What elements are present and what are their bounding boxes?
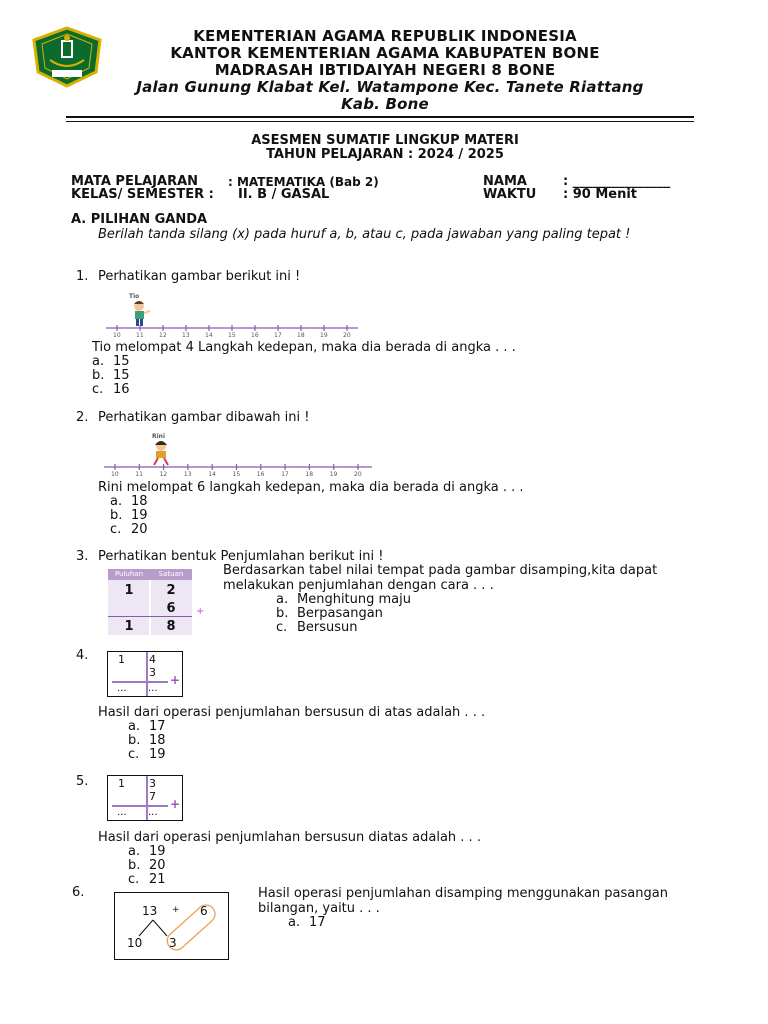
q1-number-line <box>104 290 360 338</box>
q5-option <box>128 859 166 873</box>
q6-pairing-diagram <box>114 892 229 960</box>
q2-number: 2. <box>76 410 89 425</box>
q1-option <box>92 369 130 383</box>
q6-number: 6. <box>72 885 85 900</box>
q3-option-letter: b. <box>276 606 289 621</box>
q3-r2-ones: 6 <box>166 601 176 616</box>
header-office: KANTOR KEMENTERIAN AGAMA KABUPATEN BONE <box>170 44 600 62</box>
q2-option-letter: c. <box>110 522 122 537</box>
q5-option-letter: a. <box>128 844 141 859</box>
q1-option <box>92 383 130 397</box>
header-divider-thin <box>66 121 694 122</box>
name-field: : _______________ <box>563 174 671 189</box>
q3-option-value: Berpasangan <box>297 606 383 621</box>
q1-tick-label: 17 <box>274 332 282 338</box>
q6-text-line2: bilangan, yaitu . . . <box>258 901 380 916</box>
q2-option <box>110 523 148 537</box>
q1-tick-label: 11 <box>136 332 144 338</box>
q1-options <box>92 355 130 397</box>
q6-option-letter: a. <box>288 915 301 930</box>
q3-r3-ones: 8 <box>166 619 176 634</box>
class-value: II. B / GASAL <box>238 187 330 202</box>
q2-tick-label: 14 <box>208 471 216 476</box>
q3-option-letter: c. <box>276 620 288 635</box>
q2-tick-label: 12 <box>159 471 168 476</box>
q4-question: Hasil dari operasi penjumlahan bersusun di atas adalah . . . <box>98 705 486 720</box>
q2-tick-label: 10 <box>111 471 119 476</box>
q5-digit-tens: 1 <box>118 777 125 790</box>
q5-digit-ones: 3 <box>149 777 156 790</box>
q3-option <box>276 607 411 621</box>
q2-tick-label: 13 <box>183 471 192 476</box>
q2-tick-label: 20 <box>354 471 362 476</box>
q5-options <box>128 845 166 887</box>
q1-number: 1. <box>76 269 89 284</box>
q3-number: 3. <box>76 549 89 564</box>
q4-option-letter: c. <box>128 747 140 762</box>
q1-tick-label: 15 <box>228 332 236 338</box>
q3-r1-ones: 2 <box>166 583 176 598</box>
q5-blank-ones: ... <box>148 807 158 818</box>
q3-place-value-table <box>108 569 192 635</box>
header-address: Jalan Gunung Klabat Kel. Watampone Kec. Tanete Riattang <box>136 78 644 96</box>
q5-digit-addend: 7 <box>149 790 156 803</box>
q1-tick-label: 13 <box>182 332 190 338</box>
q1-tick-label: 18 <box>297 332 305 338</box>
q2-tick-label: 17 <box>281 471 289 476</box>
name-label: NAMA <box>483 174 527 189</box>
q6-number-6: 6 <box>200 904 208 918</box>
q3-header-tens: Puluhan <box>114 570 144 578</box>
time-label: WAKTU <box>483 187 537 202</box>
q4-blank-tens: ... <box>117 683 127 694</box>
subject-value: : MATEMATIKA (Bab 2) <box>228 175 379 189</box>
q1-option-letter: b. <box>92 368 105 383</box>
q6-number-3: 3 <box>169 936 177 950</box>
q5-plus-sign: + <box>170 797 181 811</box>
q1-tick-label: 16 <box>251 332 259 338</box>
q2-tick-label: 19 <box>329 471 338 476</box>
q5-option <box>128 873 166 887</box>
subject-label: MATA PELAJARAN <box>71 174 199 189</box>
q2-option-letter: a. <box>110 494 123 509</box>
q3-r1-tens: 1 <box>124 583 134 598</box>
q2-prompt: Perhatikan gambar dibawah ini ! <box>98 410 310 425</box>
q6-number-13: 13 <box>142 904 158 918</box>
q3-prompt: Perhatikan bentuk Penjumlahan berikut ini ! <box>98 549 384 564</box>
class-label: KELAS/ SEMESTER : <box>71 187 214 202</box>
q5-stacked-sum <box>107 775 183 821</box>
q4-options <box>128 720 166 762</box>
q1-option <box>92 355 130 369</box>
q6-options <box>288 916 326 930</box>
q6-plus: + <box>172 905 180 915</box>
q5-question: Hasil dari operasi penjumlahan bersusun diatas adalah . . . <box>98 830 481 845</box>
q5-option <box>128 845 166 859</box>
q5-option-value: 21 <box>149 872 166 887</box>
q2-option <box>110 495 148 509</box>
q1-tick-label: 12 <box>159 332 167 338</box>
q3-plus-sign: + <box>196 606 205 617</box>
q2-rini-figure <box>154 441 168 465</box>
q4-plus-sign: + <box>170 673 181 687</box>
q3-r3-tens: 1 <box>124 619 134 634</box>
q2-option-value: 20 <box>131 522 148 537</box>
q6-option-value: 17 <box>309 915 326 930</box>
time-value: : 90 Menit <box>563 187 638 202</box>
q4-option-value: 17 <box>149 719 166 734</box>
q2-options <box>110 495 148 537</box>
q2-option <box>110 509 148 523</box>
q1-tio-figure <box>134 301 150 326</box>
q1-option-value: 15 <box>113 368 130 383</box>
q1-tio-label: Tio <box>129 293 140 300</box>
q1-tick-label: 20 <box>343 332 351 338</box>
q3-option-value: Menghitung maju <box>297 592 411 607</box>
q1-question: Tio melompat 4 Langkah kedepan, maka dia berada di angka . . . <box>92 340 516 355</box>
header-school: MADRASAH IBTIDAIYAH NEGERI 8 BONE <box>214 61 556 79</box>
q3-header-ones: Satuan <box>158 570 184 578</box>
q2-tick-label: 18 <box>305 471 314 476</box>
q3-options <box>276 593 411 635</box>
q4-blank-ones: ... <box>148 683 158 694</box>
header-divider-thick <box>66 116 694 118</box>
q4-number: 4. <box>76 648 89 663</box>
q2-question: Rini melompat 6 langkah kedepan, maka dia berada di angka . . . <box>98 480 524 495</box>
q2-rini-label: Rini <box>152 433 166 440</box>
q4-option-value: 18 <box>149 733 166 748</box>
q2-tick-label: 15 <box>232 471 241 476</box>
q3-option-letter: a. <box>276 592 289 607</box>
header-city: Kab. Bone <box>341 95 429 113</box>
q5-blank-tens: ... <box>117 807 127 818</box>
q2-option-value: 18 <box>131 494 148 509</box>
q4-option <box>128 734 166 748</box>
q1-option-letter: a. <box>92 354 105 369</box>
q4-stacked-sum <box>107 651 183 697</box>
q4-option <box>128 720 166 734</box>
q5-option-letter: b. <box>128 858 141 873</box>
q3-text-line1: Berdasarkan tabel nilai tempat pada gambar disamping,kita dapat <box>223 563 658 578</box>
q5-option-value: 19 <box>149 844 166 859</box>
q1-option-value: 16 <box>113 382 130 397</box>
q4-option-value: 19 <box>149 747 166 762</box>
q2-number-line <box>102 430 374 476</box>
section-instruction: Berilah tanda silang (x) pada huruf a, b, atau c, pada jawaban yang paling tepat ! <box>98 227 631 242</box>
q3-text-line2: melakukan penjumlahan dengan cara . . . <box>223 578 494 593</box>
q4-option-letter: a. <box>128 719 141 734</box>
q4-option <box>128 748 166 762</box>
q2-tick-label: 11 <box>135 471 143 476</box>
header-ministry: KEMENTERIAN AGAMA REPUBLIK INDONESIA <box>193 27 577 45</box>
q1-tick-label: 19 <box>320 332 328 338</box>
q4-option-letter: b. <box>128 733 141 748</box>
q3-option-value: Bersusun <box>297 620 358 635</box>
section-title: A. PILIHAN GANDA <box>71 212 208 227</box>
school-year: TAHUN PELAJARAN : 2024 / 2025 <box>266 147 504 162</box>
q2-option-value: 19 <box>131 508 148 523</box>
q6-text-line1: Hasil operasi penjumlahan disamping menggunakan pasangan <box>258 886 668 901</box>
exam-title: ASESMEN SUMATIF LINGKUP MATERI <box>251 133 519 148</box>
q5-number: 5. <box>76 774 89 789</box>
q1-prompt: Perhatikan gambar berikut ini ! <box>98 269 301 284</box>
q2-option-letter: b. <box>110 508 123 523</box>
q3-option <box>276 593 411 607</box>
q1-tick-label: 10 <box>113 332 121 338</box>
q5-option-letter: c. <box>128 872 140 887</box>
q4-digit-ones: 4 <box>149 653 156 666</box>
q1-option-letter: c. <box>92 382 104 397</box>
q1-option-value: 15 <box>113 354 130 369</box>
q6-option <box>288 916 326 930</box>
q4-digit-addend: 3 <box>149 666 156 679</box>
q4-digit-tens: 1 <box>118 653 125 666</box>
q3-option <box>276 621 411 635</box>
q2-tick-label: 16 <box>256 471 265 476</box>
q1-tick-label: 14 <box>205 332 213 338</box>
q5-option-value: 20 <box>149 858 166 873</box>
q6-number-10: 10 <box>127 936 143 950</box>
